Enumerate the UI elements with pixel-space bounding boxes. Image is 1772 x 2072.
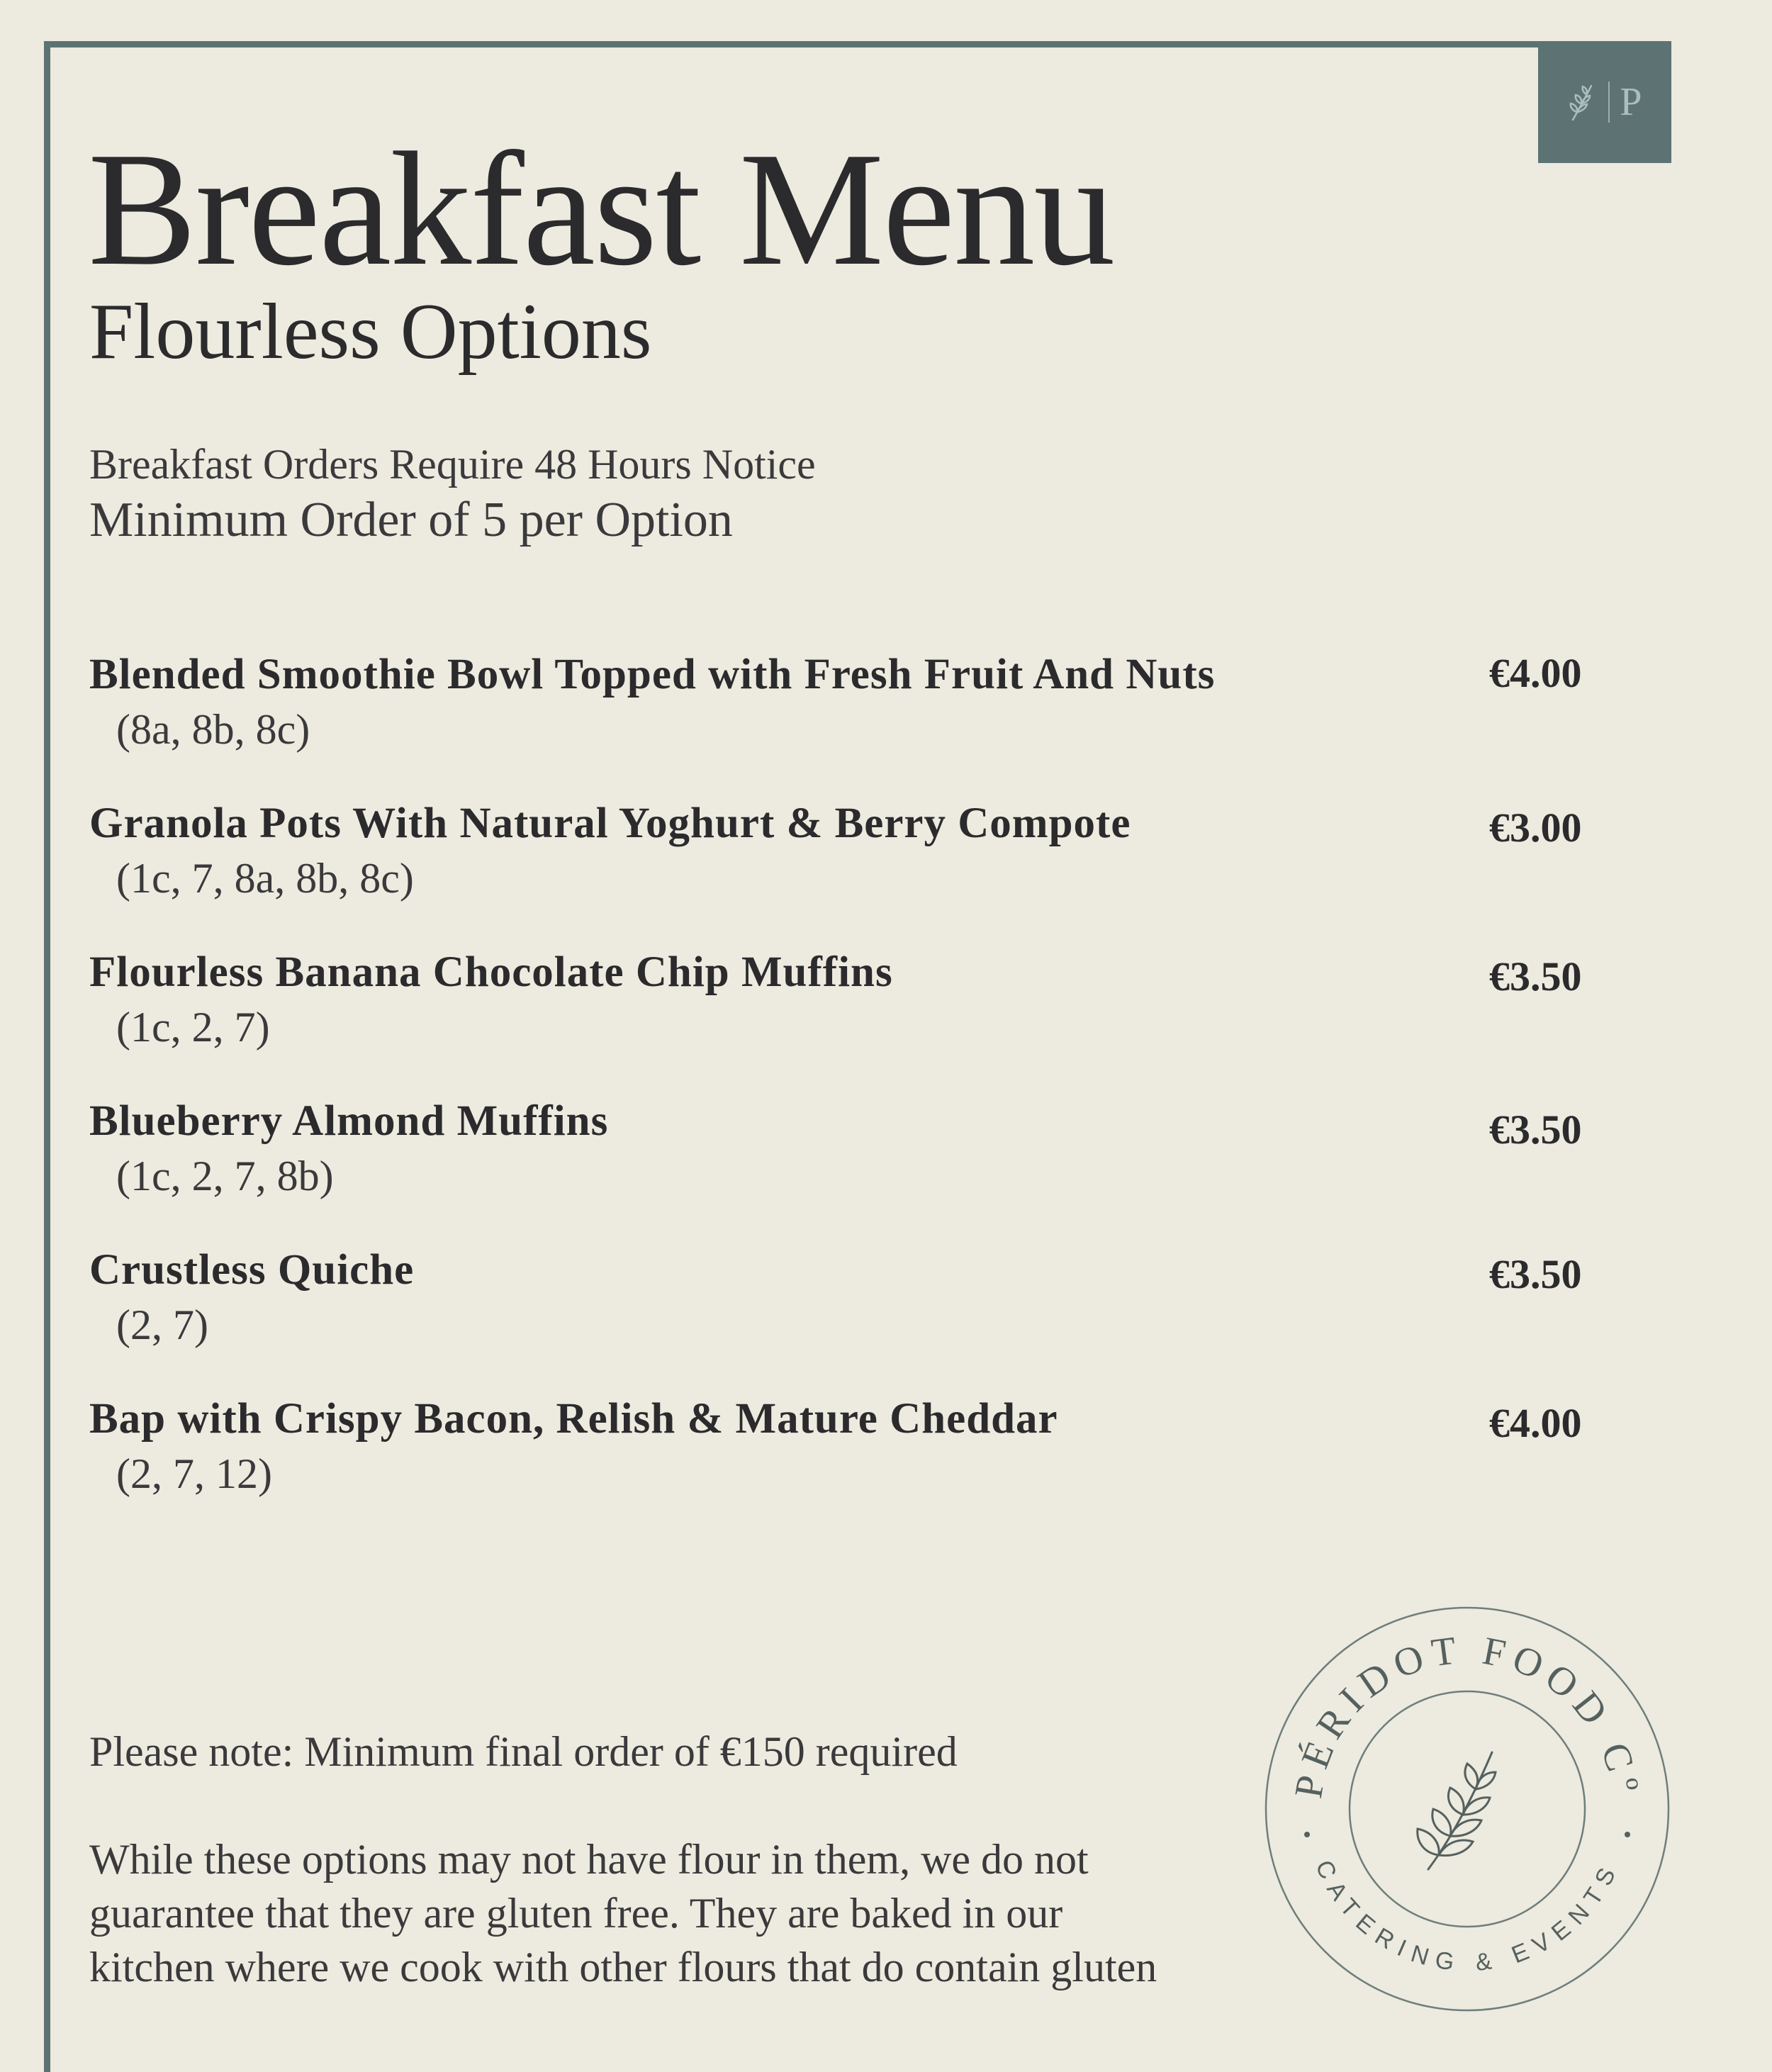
brand-logo-seal: [1262, 1603, 1673, 2015]
disclaimer-line: While these options may not have flour in them, we do not: [89, 1836, 1089, 1883]
logo-dot-right: [1625, 1832, 1630, 1837]
disclaimer-line: guarantee that they are gluten free. They are baked in our: [89, 1890, 1063, 1937]
menu-item-price: €3.50: [1489, 1107, 1582, 1153]
gluten-disclaimer: [89, 1832, 1280, 1994]
page-subtitle: Flourless Options: [89, 288, 652, 376]
menu-list: [89, 651, 1599, 1544]
menu-item-price: €3.50: [1489, 1251, 1582, 1297]
notice-minimum-order: Minimum Order of 5 per Option: [89, 493, 733, 547]
logo-tagline-text: CATERING & EVENTS: [1310, 1856, 1625, 1977]
menu-item-allergens: (8a, 8b, 8c): [116, 706, 310, 753]
menu-item-allergens: (1c, 2, 7): [116, 1004, 270, 1051]
disclaimer-line: kitchen where we cook with other flours that do contain gluten: [89, 1944, 1157, 1990]
page-title: Breakfast Menu: [88, 118, 1114, 299]
menu-item-allergens: (2, 7): [116, 1301, 208, 1348]
minimum-final-order-note: Please note: Minimum final order of €150 required: [89, 1728, 958, 1775]
menu-item: [89, 1246, 1599, 1395]
menu-item-price: €3.50: [1489, 953, 1582, 999]
menu-item-price: €3.00: [1489, 805, 1582, 851]
menu-item: [89, 651, 1599, 800]
corner-brand-badge: [1538, 41, 1671, 163]
menu-item-name: Blueberry Almond Muffins: [89, 1097, 609, 1145]
badge-divider: [1608, 82, 1610, 123]
menu-item-name: Flourless Banana Chocolate Chip Muffins: [89, 948, 893, 996]
menu-item-allergens: (1c, 7, 8a, 8b, 8c): [116, 855, 414, 902]
menu-item-name: Bap with Crispy Bacon, Relish & Mature Cheddar: [89, 1395, 1058, 1443]
menu-item-allergens: (2, 7, 12): [116, 1450, 272, 1497]
menu-item-allergens: (1c, 2, 7, 8b): [116, 1153, 334, 1199]
corner-letter: P: [1620, 80, 1642, 124]
sprig-icon: [1418, 1752, 1496, 1869]
menu-item: [89, 1097, 1599, 1246]
menu-item: [89, 1395, 1599, 1544]
menu-item-name: Crustless Quiche: [89, 1246, 415, 1294]
menu-item-price: €4.00: [1489, 650, 1582, 696]
sprig-icon: [1567, 82, 1598, 123]
logo-inner-ring: [1350, 1691, 1585, 1927]
menu-item-name: Blended Smoothie Bowl Topped with Fresh Fruit And Nuts: [89, 651, 1216, 698]
logo-name-text: PÉRIDOT FOOD Cº: [1286, 1628, 1648, 1801]
menu-item-price: €4.00: [1489, 1400, 1582, 1446]
frame-top-border: [44, 41, 1561, 47]
logo-dot-left: [1304, 1832, 1310, 1837]
menu-item: [89, 948, 1599, 1097]
frame-left-border: [44, 41, 50, 2072]
notice-lead-time: Breakfast Orders Require 48 Hours Notice: [89, 441, 816, 488]
menu-item: [89, 800, 1599, 948]
menu-item-name: Granola Pots With Natural Yoghurt & Berry Compote: [89, 800, 1131, 847]
